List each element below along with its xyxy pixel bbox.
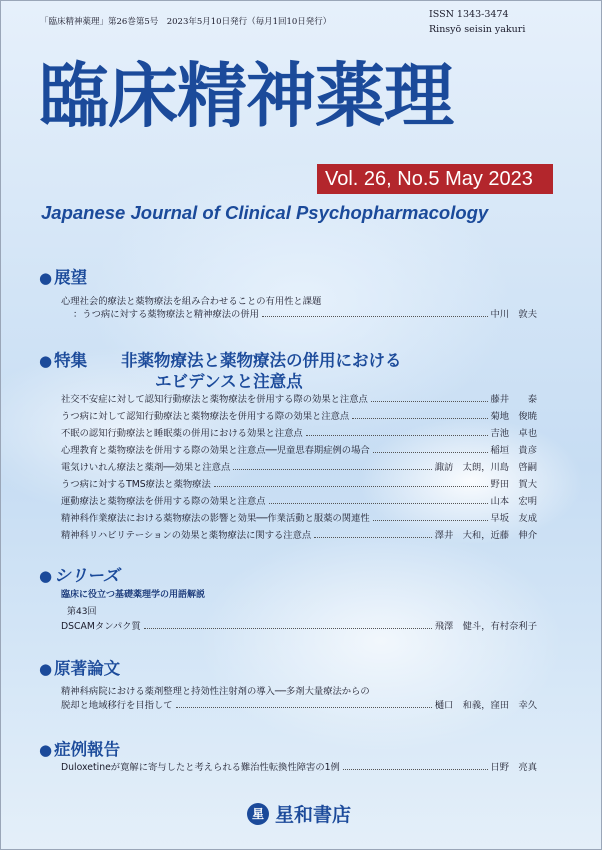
section-genchou-heading: ● 原著論文	[39, 659, 121, 678]
issn-block	[429, 7, 525, 37]
bullet-icon: ●	[39, 660, 53, 678]
tokushu-entry: 運動療法と薬物療法を併用する際の効果と注意点 山本 宏明	[61, 496, 537, 507]
tenbo-entry: ：うつ病に対する薬物療法と精神療法の併用 中川 敦夫	[73, 309, 537, 320]
series-entry: DSCAMタンパク質 飛澤 健斗，有村奈利子	[61, 621, 537, 632]
volume-badge: Vol. 26, No.5 May 2023	[317, 164, 553, 194]
tenbo-line1: 心理社会的療法と薬物療法を組み合わせることの有用性と課題	[61, 296, 322, 307]
leader-dots	[262, 316, 488, 317]
publisher-name: 星和書店	[275, 804, 352, 826]
tokushu-entry: 精神科作業療法における薬物療法の影響と効果──作業活動と服薬の関連性 早坂 友成	[61, 513, 537, 524]
section-tenbo-heading: ● 展望	[39, 268, 88, 287]
publication-line: 「臨床精神薬理」第26巻第5号 2023年5月10日発行（毎月1回10日発行）	[40, 17, 332, 27]
genchou-entry: 脱却と地域移行を目指して 樋口 和義，窪田 幸久	[61, 700, 537, 711]
tokushu-entry: 不眠の認知行動療法と睡眠薬の併用における効果と注意点 吉池 卓也	[61, 428, 537, 439]
section-tokushu-heading: ● 特集	[39, 351, 88, 370]
romaji-title: Rinsyō seisin yakuri	[429, 24, 526, 35]
bullet-icon: ●	[39, 269, 53, 287]
english-title: Japanese Journal of Clinical Psychopharmacology	[41, 202, 489, 223]
bullet-icon: ●	[39, 352, 53, 370]
tokushu-title-line1: 非薬物療法と薬物療法の併用における	[121, 351, 402, 370]
tokushu-entry: うつ病に対するTMS療法と薬物療法 野田 賀大	[61, 479, 537, 490]
tokushu-entry: うつ病に対して認知行動療法と薬物療法を併用する際の効果と注意点 菊地 俊暁	[61, 411, 537, 422]
publisher	[247, 800, 351, 827]
shourei-entry: Duloxetineが寛解に寄与したと考えられる難治性転換性障害の1例 日野 亮真	[61, 762, 537, 773]
tokushu-entry: 電気けいれん療法と薬剤──効果と注意点 諏訪 太朗，川島 啓嗣	[61, 462, 537, 473]
bullet-icon: ●	[39, 567, 53, 585]
section-series-heading: ● シリーズ	[39, 566, 120, 585]
series-subtitle: 臨床に役立つ基礎薬理学の用語解説	[61, 590, 206, 600]
section-shourei-heading: ● 症例報告	[39, 740, 121, 759]
journal-title: 臨床精神薬理	[39, 55, 453, 137]
tokushu-entry: 精神科リハビリテーションの効果と薬物療法に関する注意点 澤井 大和，近藤 伸介	[61, 530, 537, 541]
genchou-line1: 精神科病院における薬剤整理と持効性注射剤の導入──多剤大量療法からの	[61, 686, 370, 697]
series-number: 第43回	[67, 607, 97, 617]
bullet-icon: ●	[39, 741, 53, 759]
tokushu-title-line2: エビデンスと注意点	[155, 372, 303, 391]
tokushu-entry: 心理教育と薬物療法を併用する際の効果と注意点──児童思春期症例の場合 稲垣 貴彦	[61, 445, 537, 456]
issn-number: ISSN 1343-3474	[429, 9, 509, 20]
tokushu-entry: 社交不安症に対して認知行動療法と薬物療法を併用する際の効果と注意点 藤井 泰	[61, 394, 537, 405]
publisher-logo: 星	[247, 803, 269, 825]
